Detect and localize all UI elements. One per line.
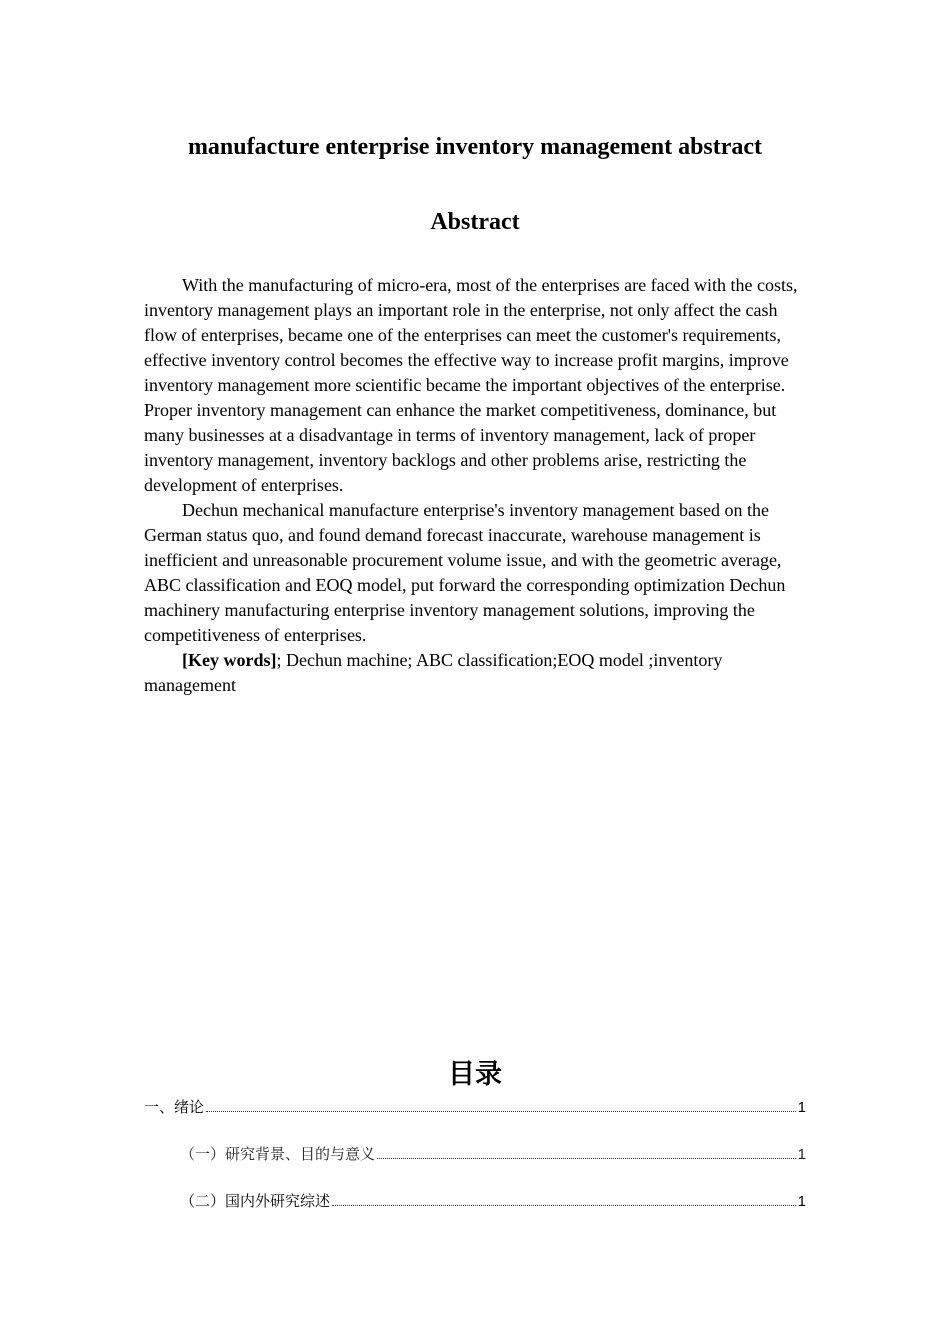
- toc-dot-leader: [206, 1110, 796, 1112]
- document-title: manufacture enterprise inventory management abstract: [187, 134, 763, 160]
- abstract-paragraph-2: Dechun mechanical manufacture enterprise's inventory management based on the German status quo, and found demand forecast inaccurate, warehouse management is inefficient and unreasonable procurement volume issue, and with the geometric average, ABC classification and EOQ model, put forward the corresponding optimization Dechun machinery manufacturing enterprise inventory management solutions, improving the competitiveness of enterprises.: [144, 500, 786, 645]
- abstract-heading: Abstract: [430, 209, 520, 235]
- toc-entry-literature-review[interactable]: [180, 1190, 806, 1211]
- toc-page-number: 1: [797, 1193, 806, 1210]
- keywords-label: [Key words]: [182, 650, 277, 670]
- toc-heading: 目录: [448, 1059, 502, 1090]
- toc-page-number: 1: [797, 1146, 806, 1163]
- keywords-text: ; Dechun machine; ABC classification;EOQ model ;inventory management: [144, 650, 723, 695]
- abstract-body: [144, 273, 808, 698]
- toc-entry-label: （一）研究背景、目的与意义: [180, 1145, 376, 1163]
- toc-dot-leader: [377, 1157, 796, 1159]
- toc-entry-label: 一、绪论: [144, 1098, 205, 1116]
- toc-dot-leader: [332, 1204, 796, 1206]
- toc-page-number: 1: [797, 1099, 806, 1116]
- toc-entry-introduction[interactable]: [144, 1096, 806, 1117]
- toc-entry-label: （二）国内外研究综述: [180, 1192, 331, 1210]
- keywords-paragraph: [144, 648, 808, 698]
- toc-entry-background[interactable]: [180, 1143, 806, 1164]
- abstract-paragraph-1: With the manufacturing of micro-era, most of the enterprises are faced with the costs, inventory management plays an important role in the enterprise, not only affect the cash flow of enterprises, became one of the enterprises can meet the customer's requirements, effective inventory control becomes the effective way to increase profit margins, improve inventory management more scientific became the important objectives of the enterprise. Proper inventory management can enhance the market competitiveness, dominance, but many businesses at a disadvantage in terms of inventory management, lack of proper inventory management, inventory backlogs and other problems arise, restricting the development of enterprises.: [144, 275, 798, 495]
